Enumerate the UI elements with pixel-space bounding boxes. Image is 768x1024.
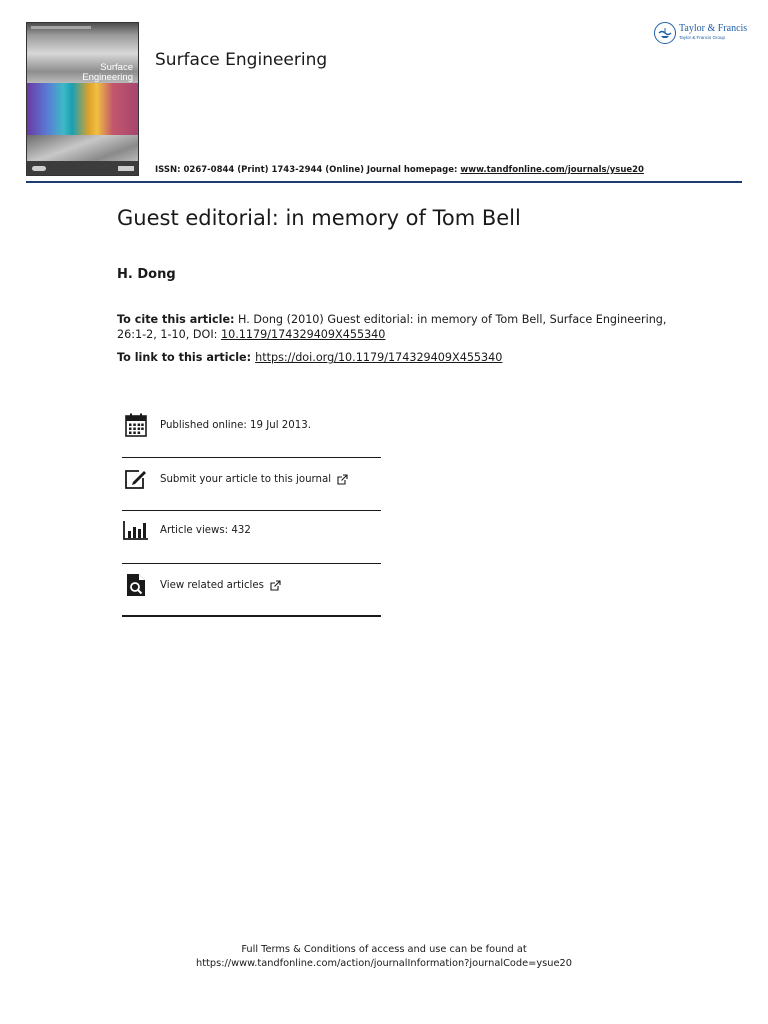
- external-link-icon: [337, 474, 348, 485]
- related-articles-row[interactable]: [122, 571, 381, 599]
- document-search-icon: [122, 571, 150, 599]
- article-doi-link[interactable]: https://doi.org/10.1179/174329409X455340: [255, 351, 503, 364]
- cite-text: H. Dong (2010) Guest editorial: in memory of Tom Bell, Surface Engineering, 26:1-2, 1-10, DOI:: [117, 313, 667, 341]
- journal-cover-image[interactable]: [26, 22, 139, 176]
- link-label: To link to this article:: [117, 351, 252, 364]
- related-articles-link[interactable]: View related articles: [160, 579, 264, 591]
- publisher-group: Taylor & Francis Group: [679, 35, 726, 40]
- terms-url[interactable]: https://www.tandfonline.com/action/journalInformation?journalCode=ysue20: [195, 958, 572, 969]
- info-divider: [122, 615, 381, 617]
- calendar-icon: [122, 411, 150, 439]
- cite-label: To cite this article:: [117, 313, 235, 326]
- article-title: Guest editorial: in memory of Tom Bell: [117, 206, 521, 230]
- cite-doi-link[interactable]: 10.1179/174329409X455340: [220, 328, 386, 341]
- submit-article-link[interactable]: Submit your article to this journal: [160, 473, 332, 485]
- info-divider: [122, 457, 381, 458]
- journal-homepage-link[interactable]: www.tandfonline.com/journals/ysue20: [460, 165, 644, 175]
- article-author[interactable]: H. Dong: [117, 267, 176, 282]
- info-divider: [122, 563, 381, 564]
- issn-line: [155, 165, 644, 175]
- submit-article-row[interactable]: [122, 465, 381, 493]
- taylor-francis-icon: [654, 22, 676, 44]
- edit-icon: [122, 465, 150, 493]
- cover-color-strip: [27, 83, 139, 135]
- published-online-row: [122, 411, 381, 439]
- bar-chart-icon: [122, 516, 150, 544]
- published-online-label: Published online: 19 Jul 2013.: [160, 419, 311, 431]
- header-rule: [26, 181, 742, 183]
- terms-line: Full Terms & Conditions of access and use can be found at: [241, 944, 527, 955]
- cover-title: Surface Engineering: [82, 62, 133, 83]
- article-link: [117, 351, 502, 364]
- issn-text: ISSN: 0267-0844 (Print) 1743-2944 (Online) Journal homepage:: [155, 165, 461, 175]
- publisher-name: Taylor & Francis: [679, 23, 748, 34]
- citation: [117, 312, 677, 342]
- article-views-label: Article views: 432: [160, 524, 251, 536]
- info-divider: [122, 510, 381, 511]
- journal-name: Surface Engineering: [155, 50, 328, 70]
- terms-footer: [0, 943, 768, 971]
- article-views-row: [122, 516, 381, 544]
- publisher-logo[interactable]: [654, 22, 747, 44]
- external-link-icon: [270, 580, 281, 591]
